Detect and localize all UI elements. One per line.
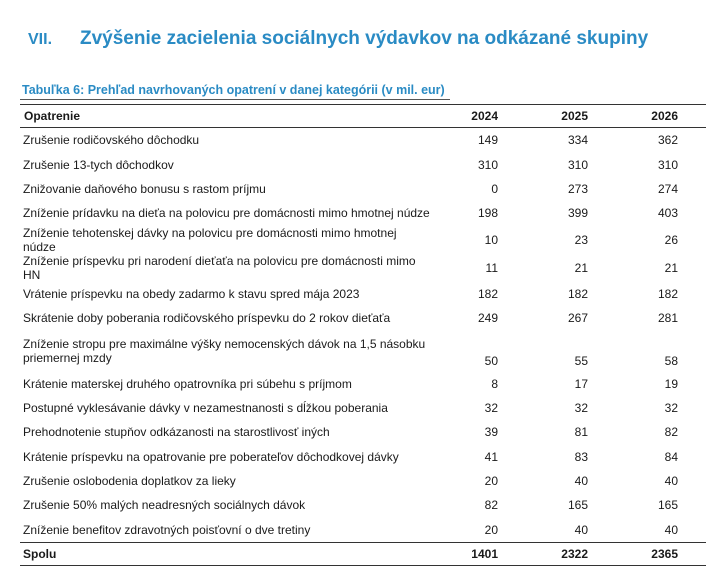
table-row	[20, 254, 706, 282]
section-title: Zvýšenie zacielenia sociálnych výdavkov na odkázané skupiny	[80, 28, 649, 49]
row-value-2026: 21	[664, 260, 678, 275]
table-row	[20, 445, 706, 469]
row-value-2024: 32	[484, 400, 498, 415]
row-value-2026: 40	[616, 518, 706, 543]
row-label: Zníženie stropu pre maximálne výšky nemocenských dávok na 1,5 násobku priemernej mzdy	[23, 336, 426, 365]
row-label: Krátenie materskej druhého opatrovníka pri súbehu s príjmom	[23, 376, 352, 391]
row-value-2026: 84	[664, 449, 678, 464]
row-value-2026: 362	[657, 133, 678, 148]
row-value-2026: 274	[657, 181, 678, 196]
row-value-2024: 8	[491, 376, 498, 391]
row-label: Zníženie benefitov zdravotných poisťovní o dve tretiny	[20, 518, 436, 543]
row-value-2024: 249	[477, 311, 498, 326]
row-value-2026: 19	[664, 376, 678, 391]
table-row	[20, 469, 706, 493]
table-caption: Tabuľka 6: Prehľad navrhovaných opatrení v danej kategórii (v mil. eur)	[22, 83, 445, 97]
table-row	[20, 420, 706, 444]
row-value-2025: 32	[574, 400, 588, 415]
row-label: Zrušenie oslobodenia doplatkov za lieky	[23, 474, 236, 489]
row-label: Vrátenie príspevku na obedy zadarmo k stavu spred mája 2023	[23, 286, 360, 301]
row-value-2024: 198	[477, 206, 498, 221]
row-value-2025: 310	[567, 157, 588, 172]
row-value-2026: 182	[657, 286, 678, 301]
row-value-2024: 20	[484, 474, 498, 489]
row-value-2026: 165	[657, 498, 678, 513]
row-label: Prehodnotenie stupňov odkázanosti na starostlivosť iných	[23, 425, 330, 440]
row-value-2024: 10	[484, 232, 498, 247]
row-value-2024: 50	[484, 354, 498, 369]
row-value-2026: 82	[664, 425, 678, 440]
header-2026: 2026	[616, 105, 706, 128]
total-label: Spolu	[20, 543, 436, 566]
row-value-2025: 83	[574, 449, 588, 464]
row-label: Znižovanie daňového bonusu s rastom príjmu	[23, 181, 266, 196]
row-value-2025: 21	[574, 260, 588, 275]
row-value-2025: 165	[567, 498, 588, 513]
row-label: Zníženie príspevku pri narodení dieťaťa na polovicu pre domácnosti mimo HN	[23, 253, 416, 282]
table-row	[20, 282, 706, 306]
row-value-2025: 81	[574, 425, 588, 440]
row-value-2025: 267	[567, 311, 588, 326]
row-value-2024: 0	[491, 181, 498, 196]
row-value-2026: 40	[664, 474, 678, 489]
table-row	[20, 177, 706, 201]
section-number: VII.	[28, 31, 53, 48]
table-row	[20, 152, 706, 176]
table-row	[20, 396, 706, 420]
row-value-2024: 310	[477, 157, 498, 172]
row-value-2025: 55	[574, 354, 588, 369]
total-value-2025: 2322	[526, 543, 616, 566]
row-value-2026: 310	[657, 157, 678, 172]
row-value-2025: 23	[574, 232, 588, 247]
row-value-2024: 182	[477, 286, 498, 301]
row-value-2026: 26	[664, 232, 678, 247]
row-value-2025: 182	[567, 286, 588, 301]
row-value-2024: 149	[477, 133, 498, 148]
row-value-2025: 40	[574, 474, 588, 489]
row-label: Postupné vyklesávanie dávky v nezamestnanosti s dĺžkou poberania	[23, 400, 388, 415]
row-value-2024: 82	[484, 498, 498, 513]
table-row	[20, 226, 706, 254]
row-value-2024: 11	[485, 260, 498, 275]
table-header-row	[20, 105, 706, 128]
row-value-2024: 20	[436, 518, 526, 543]
row-value-2025: 399	[567, 206, 588, 221]
row-value-2026: 281	[657, 311, 678, 326]
measures-table	[20, 104, 706, 566]
section-heading	[28, 28, 648, 50]
row-value-2025: 334	[567, 133, 588, 148]
row-label: Zníženie prídavku na dieťa na polovicu pre domácnosti mimo hmotnej núdze	[23, 206, 430, 221]
row-value-2025: 40	[526, 518, 616, 543]
row-label: Zrušenie rodičovského dôchodku	[23, 133, 200, 148]
table-row	[20, 201, 706, 225]
table-row	[20, 330, 706, 371]
row-value-2026: 403	[657, 206, 678, 221]
table-row	[20, 518, 706, 543]
table-total-row	[20, 543, 706, 566]
table-row	[20, 306, 706, 330]
table-row	[20, 128, 706, 153]
row-label: Krátenie príspevku na opatrovanie pre poberateľov dôchodkovej dávky	[23, 449, 399, 464]
row-value-2026: 32	[664, 400, 678, 415]
table-row	[20, 493, 706, 517]
total-value-2026: 2365	[616, 543, 706, 566]
caption-rule	[20, 99, 450, 100]
header-2024: 2024	[436, 105, 526, 128]
row-value-2024: 39	[484, 425, 498, 440]
row-label: Zníženie tehotenskej dávky na polovicu pre domácnosti mimo hmotnej núdze	[23, 225, 397, 254]
row-value-2024: 41	[484, 449, 498, 464]
table-row	[20, 371, 706, 395]
row-value-2025: 17	[574, 376, 588, 391]
header-2025: 2025	[526, 105, 616, 128]
row-label: Zrušenie 13-tych dôchodkov	[23, 157, 174, 172]
row-value-2025: 273	[567, 181, 588, 196]
row-label: Skrátenie doby poberania rodičovského príspevku do 2 rokov dieťaťa	[23, 311, 391, 326]
header-measure: Opatrenie	[20, 105, 436, 128]
total-value-2024: 1401	[436, 543, 526, 566]
row-value-2026: 58	[664, 354, 678, 369]
row-label: Zrušenie 50% malých neadresných sociálnych dávok	[23, 498, 306, 513]
